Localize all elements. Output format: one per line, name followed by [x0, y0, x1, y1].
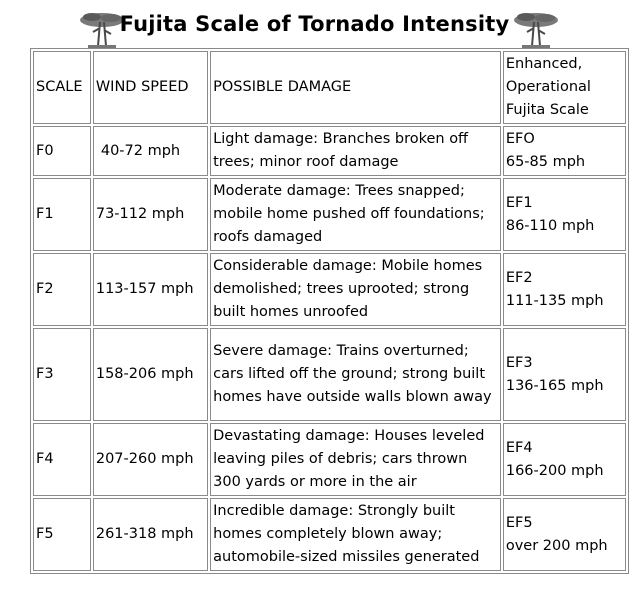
header-wind-speed: WIND SPEED [93, 51, 208, 124]
header-ef-line: Enhanced, [505, 56, 583, 72]
tree-icon [512, 8, 560, 50]
header-scale: SCALE [33, 51, 91, 124]
table-row [33, 328, 626, 421]
wind-speed-cell: 40-72 mph [93, 126, 208, 176]
fujita-scale-table [30, 48, 629, 574]
table-row [33, 498, 626, 571]
ef-cell [503, 178, 626, 251]
ef-code: EFO [505, 131, 535, 147]
wind-speed-cell: 207-260 mph [93, 423, 208, 496]
damage-cell: Moderate damage: Trees snapped; mobile home pushed off foundations; roofs damaged [210, 178, 501, 251]
table-header-row [33, 51, 626, 124]
ef-cell [503, 498, 626, 571]
damage-cell: Considerable damage: Mobile homes demolished; trees uprooted; strong built homes unroofed [210, 253, 501, 326]
page-title: Fujita Scale of Tornado Intensity [119, 12, 510, 36]
damage-cell: Severe damage: Trains overturned; cars lifted off the ground; strong built homes have outside walls blown away [210, 328, 501, 421]
table-row [33, 423, 626, 496]
header-enhanced-fujita-scale [503, 51, 626, 124]
scale-cell: F2 [33, 253, 91, 326]
ef-cell [503, 126, 626, 176]
table-row [33, 253, 626, 326]
ef-range: 136-165 mph [505, 377, 604, 394]
damage-cell: Devastating damage: Houses leveled leaving piles of debris; cars thrown 300 yards or more in the air [210, 423, 501, 496]
ef-code: EF5 [505, 514, 533, 531]
ef-cell [503, 328, 626, 421]
damage-cell: Incredible damage: Strongly built homes completely blown away; automobile-sized missiles generated [210, 498, 501, 571]
scale-cell: F4 [33, 423, 91, 496]
header-possible-damage: POSSIBLE DAMAGE [210, 51, 501, 124]
damage-cell: Light damage: Branches broken off trees; minor roof damage [210, 126, 501, 176]
header-ef-line: Fujita Scale [505, 102, 589, 118]
ef-cell [503, 423, 626, 496]
ef-range: 86-110 mph [505, 217, 595, 234]
wind-speed-cell: 113-157 mph [93, 253, 208, 326]
header-ef-line: Operational [505, 79, 591, 95]
page-header [0, 6, 629, 46]
ef-code: EF3 [505, 354, 533, 371]
table-row [33, 126, 626, 176]
scale-cell: F1 [33, 178, 91, 251]
ef-range: over 200 mph [505, 537, 608, 554]
scale-cell: F5 [33, 498, 91, 571]
scale-cell: F3 [33, 328, 91, 421]
wind-speed-cell: 261-318 mph [93, 498, 208, 571]
ef-range: 65-85 mph [505, 154, 586, 170]
ef-cell [503, 253, 626, 326]
scale-cell: F0 [33, 126, 91, 176]
ef-code: EF4 [505, 439, 533, 456]
ef-range: 111-135 mph [505, 292, 604, 309]
ef-code: EF2 [505, 269, 533, 286]
wind-speed-cell: 158-206 mph [93, 328, 208, 421]
table-row [33, 178, 626, 251]
ef-range: 166-200 mph [505, 462, 604, 479]
wind-speed-cell: 73-112 mph [93, 178, 208, 251]
ef-code: EF1 [505, 194, 533, 211]
